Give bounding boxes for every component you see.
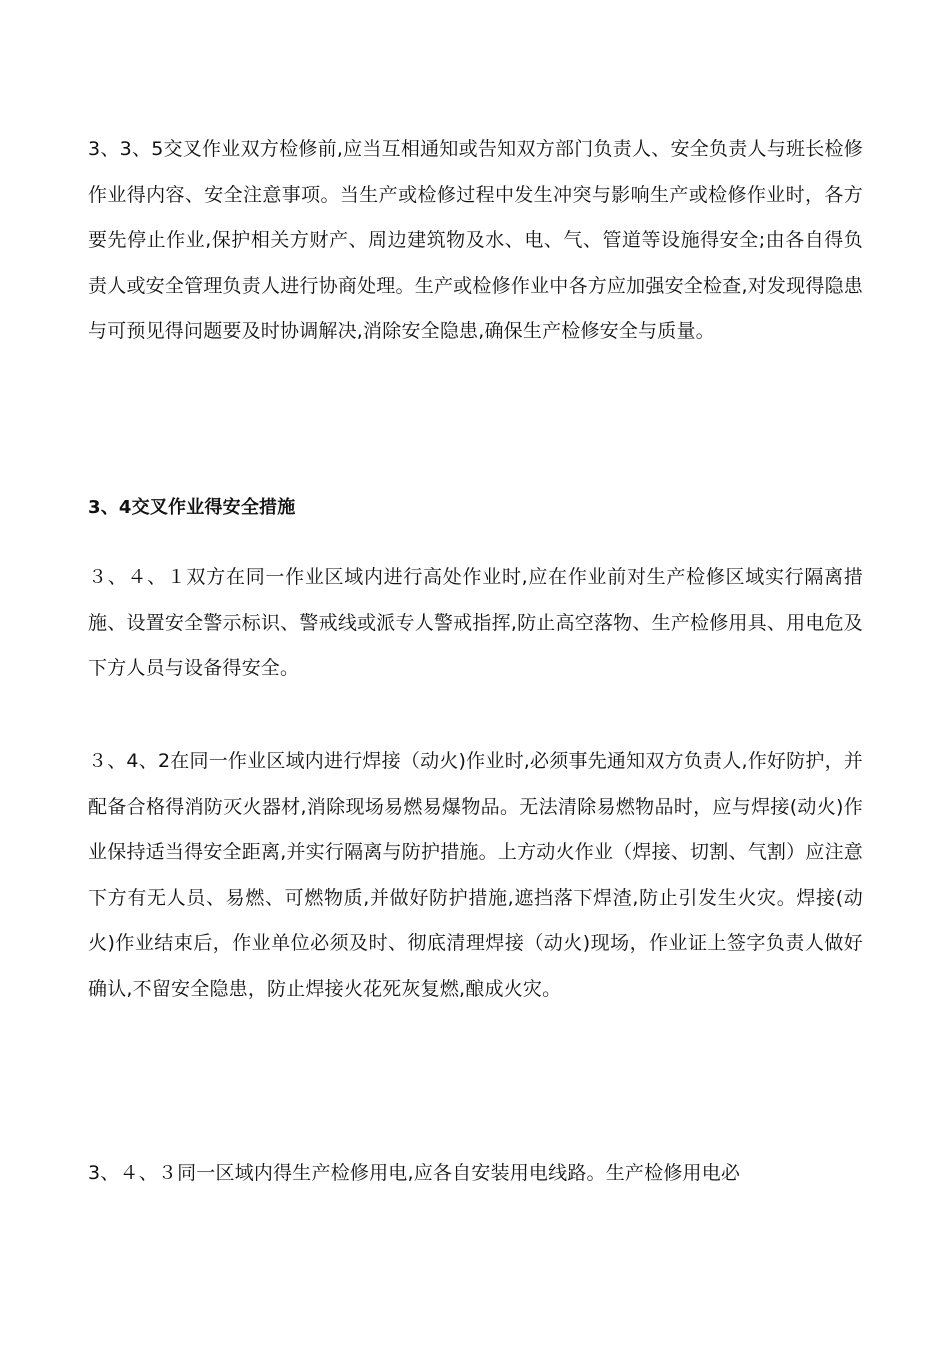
paragraph-3-4-1: ３、４、１双方在同一作业区域内进行高处作业时,应在作业前对生产检修区域实行隔离措施、设置安全警示标识、警戒线或派专人警戒指挥,防止高空落物、生产检修用具、用电危及下方人员与设备得安全。 [88,566,863,679]
paragraph-3-3-5: 3、3、5交叉作业双方检修前,应当互相通知或告知双方部门负责人、安全负责人与班长检修作业得内容、安全注意事项。当生产或检修过程中发生冲突与影响生产或检修作业时，各方要先停止作业,保护相关方财产、周边建筑物及水、电、气、管道等设施得安全;由各自得负责人或安全管理负责人进行协商处理。生产或检修作业中各方应加强安全检查,对发现得隐患与可预见得问题要及时协调解决,消除安全隐患,确保生产检修安全与质量。 [88,138,863,342]
section-heading-3-4: 3、4交叉作业得安全措施 [88,497,296,518]
paragraph-3-4-2: ３、4、2在同一作业区域内进行焊接（动火)作业时,必须事先通知双方负责人,作好防护，并配备合格得消防灭火器材,消除现场易燃易爆物品。无法清除易燃物品时，应与焊接(动火)作业保持适当得安全距离,并实行隔离与防护措施。上方动火作业（焊接、切割、气割）应注意下方有无人员、易燃、可燃物质,并做好防护措施,遮挡落下焊渣,防止引发生火灾。焊接(动火)作业结束后，作业单位必须及时、彻底清理焊接（动火)现场，作业证上签字负责人做好确认,不留安全隐患，防止焊接火花死灰复燃,酿成火灾。 [88,750,863,1000]
paragraph-3-4-3: 3、４、３同一区域内得生产检修用电,应各自安装用电线路。生产检修用电必 [88,1162,741,1184]
